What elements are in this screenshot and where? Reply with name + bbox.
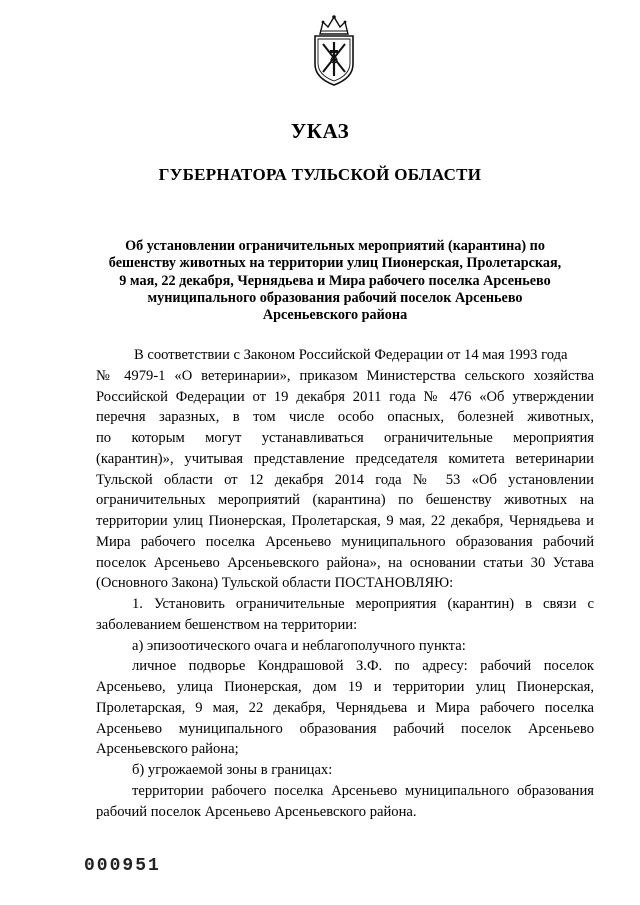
body-line: Арсеньево, улица Пионерская, дом 19 и территории улиц Пионерская, [96,679,594,695]
body-line: по которым могут устанавливаться ограничительные мероприятия [96,430,594,446]
body-line: (Основного Закона) Тульской области ПОСТАНОВЛЯЮ: [96,575,454,592]
body-line: Арсеньево муниципального образования рабочий поселок Арсеньево [96,720,594,737]
body-line: 1. Установить ограничительные мероприятия (карантин) в связи с [132,596,594,612]
body-line: Российской Федерации от 19 декабря 2011 года № 476 «Об утверждении [96,388,594,405]
body-line: перечня заразных, в том числе особо опасных, болезней животных, [96,409,594,426]
body-line: поселок Арсеньево Арсеньевского района», на основании статьи 30 Устава [96,554,594,571]
document-issuer: ГУБЕРНАТОРА ТУЛЬСКОЙ ОБЛАСТИ [158,165,482,184]
document-type: УКАЗ [290,119,350,143]
title-line: муниципального образования рабочий поселок Арсеньево [147,289,523,306]
title-line: Об установлении ограничительных мероприятий (карантина) по [125,238,545,254]
body-line: Арсеньевского района; [96,741,239,758]
body-line: ограничительных мероприятий (карантина) по бешенству животных на [96,492,594,509]
body-line: личное подворье Кондрашовой З.Ф. по адресу: рабочий поселок [132,658,594,675]
body-line: заболеванием бешенством на территории: [96,616,358,633]
body-line: территории рабочего поселка Арсеньево муниципального образования [132,782,594,799]
title-line: Арсеньевского района [262,307,408,324]
title-line: бешенству животных на территории улиц Пионерская, Пролетарская, [108,255,562,272]
title-line: 9 мая, 22 декабря, Чернядьева и Мира рабочего поселка Арсеньево [119,272,551,289]
body-line: рабочий поселок Арсеньево Арсеньевского района. [96,803,417,820]
body-line: (карантин)», учитывая представление председателя комитета ветеринарии [96,450,594,467]
body-line: а) эпизоотического очага и неблагополучного пункта: [132,637,466,654]
document-title [100,238,570,324]
serial-number-stamp: 000951 [84,856,161,876]
coat-of-arms-icon [311,14,357,88]
document-body [96,345,594,822]
body-line: № 4979-1 «О ветеринарии», приказом Министерства сельского хозяйства [96,367,594,384]
body-line: Тульской области от 12 декабря 2014 года № 53 «Об установлении [96,471,594,488]
body-line: Пролетарская, 9 мая, 22 декабря, Чернядьева и Мира рабочего поселка [96,699,594,716]
body-line: В соответствии с Законом Российской Федерации от 14 мая 1993 года [134,347,568,363]
body-line: Мира рабочего поселка Арсеньево муниципального образования рабочий [96,533,594,550]
body-line: б) угрожаемой зоны в границах: [132,762,333,778]
body-line: территории улиц Пионерская, Пролетарская, 9 мая, 22 декабря, Чернядьева и [96,513,594,529]
